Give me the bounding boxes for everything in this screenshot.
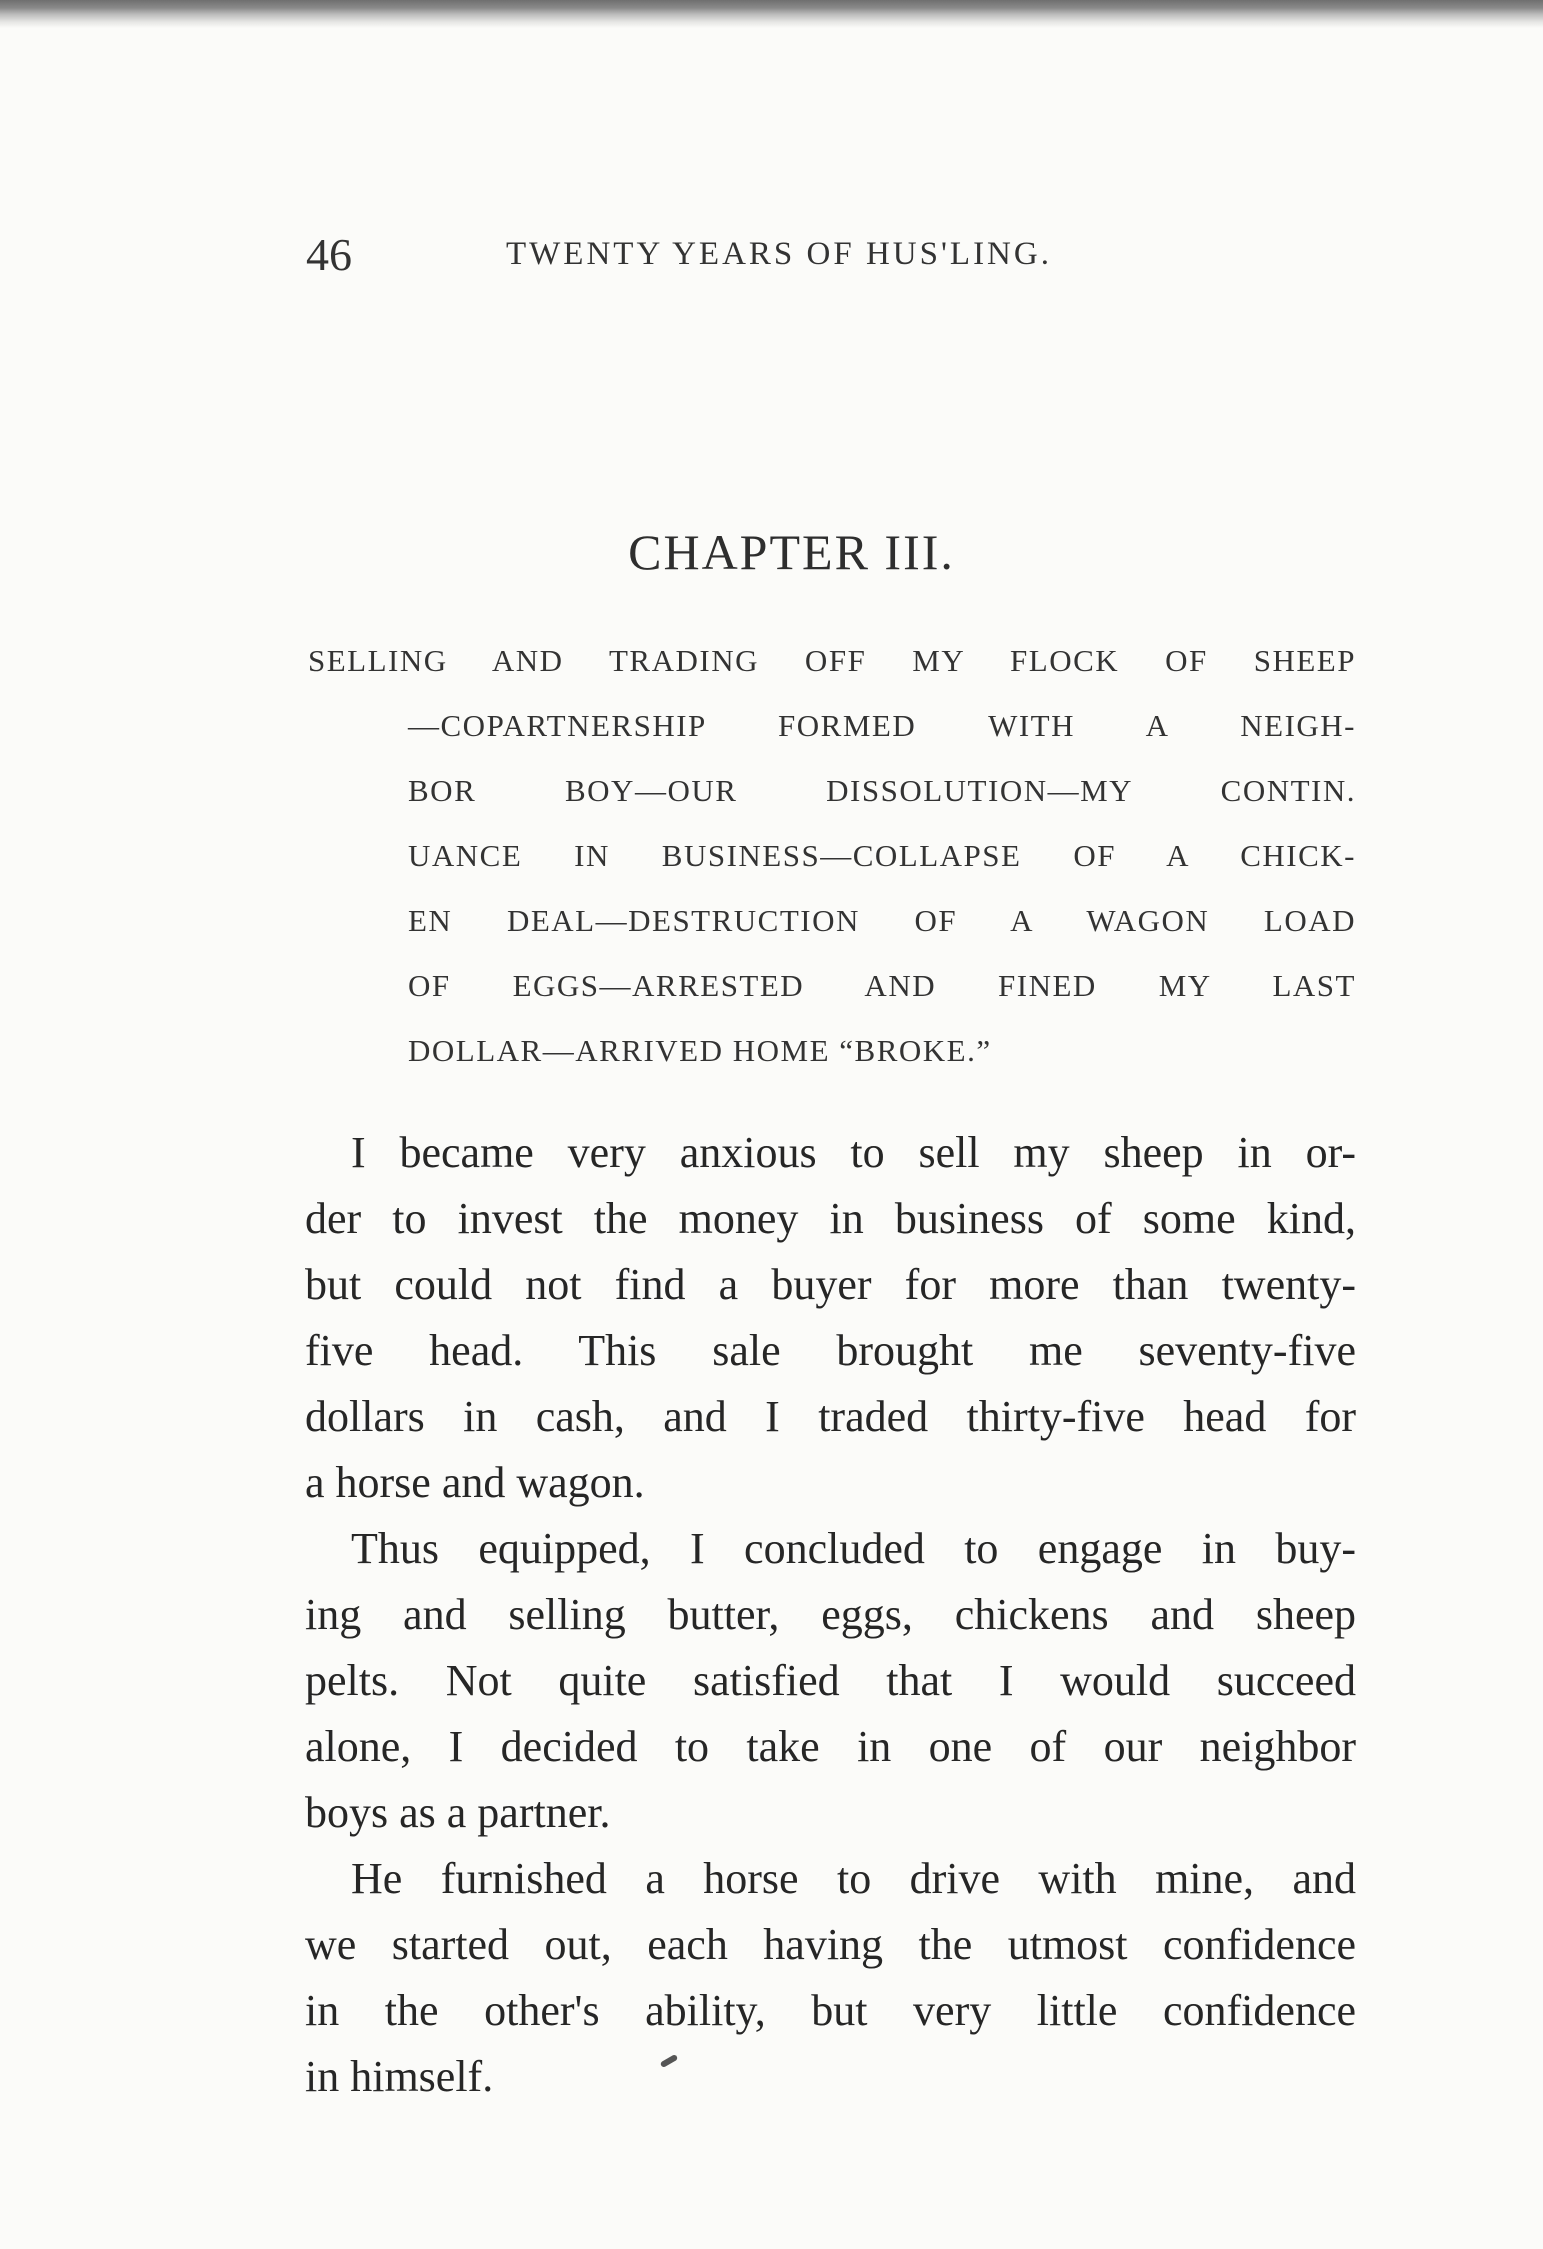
text-line: in himself. xyxy=(305,2052,494,2101)
text-line: in the other's ability, but very little confidence xyxy=(305,1986,1356,2035)
page-number: 46 xyxy=(306,229,352,280)
text-line: He furnished a horse to drive with mine, and xyxy=(351,1854,1356,1903)
scanned-page-top-edge xyxy=(0,0,1543,28)
text-line: we started out, each having the utmost confidence xyxy=(305,1920,1356,1969)
synopsis-line: DOLLAR—ARRIVED HOME “BROKE.” xyxy=(408,1033,992,1068)
paragraph-1 xyxy=(305,1120,1356,1516)
body-text xyxy=(305,1120,1356,2110)
text-line: five head. This sale brought me seventy-five xyxy=(305,1326,1356,1375)
text-line: dollars in cash, and I traded thirty-five head for xyxy=(305,1392,1356,1441)
paragraph-2 xyxy=(305,1516,1356,1846)
paragraph-3 xyxy=(305,1846,1356,2110)
synopsis-line: BOR BOY—OUR DISSOLUTION—MY CONTIN. xyxy=(408,773,1356,808)
chapter-synopsis xyxy=(308,628,1356,1083)
text-line: der to invest the money in business of some kind, xyxy=(305,1194,1356,1243)
synopsis-line: UANCE IN BUSINESS—COLLAPSE OF A CHICK- xyxy=(408,838,1356,873)
synopsis-line: SELLING AND TRADING OFF MY FLOCK OF SHEEP xyxy=(308,643,1356,678)
running-title: TWENTY YEARS OF HUS'LING. xyxy=(506,236,1052,272)
text-line: alone, I decided to take in one of our neighbor xyxy=(305,1722,1356,1771)
text-line: pelts. Not quite satisfied that I would succeed xyxy=(305,1656,1356,1705)
text-line: I became very anxious to sell my sheep in or- xyxy=(351,1128,1356,1177)
text-line: boys as a partner. xyxy=(305,1788,611,1837)
text-line: ing and selling butter, eggs, chickens and sheep xyxy=(305,1590,1356,1639)
text-line: but could not find a buyer for more than twenty- xyxy=(305,1260,1356,1309)
synopsis-line: EN DEAL—DESTRUCTION OF A WAGON LOAD xyxy=(408,903,1356,938)
chapter-title: CHAPTER III. xyxy=(628,524,955,580)
text-line: a horse and wagon. xyxy=(305,1458,645,1507)
text-line: Thus equipped, I concluded to engage in buy- xyxy=(351,1524,1356,1573)
synopsis-line: OF EGGS—ARRESTED AND FINED MY LAST xyxy=(408,968,1356,1003)
synopsis-line: —COPARTNERSHIP FORMED WITH A NEIGH- xyxy=(408,708,1356,743)
